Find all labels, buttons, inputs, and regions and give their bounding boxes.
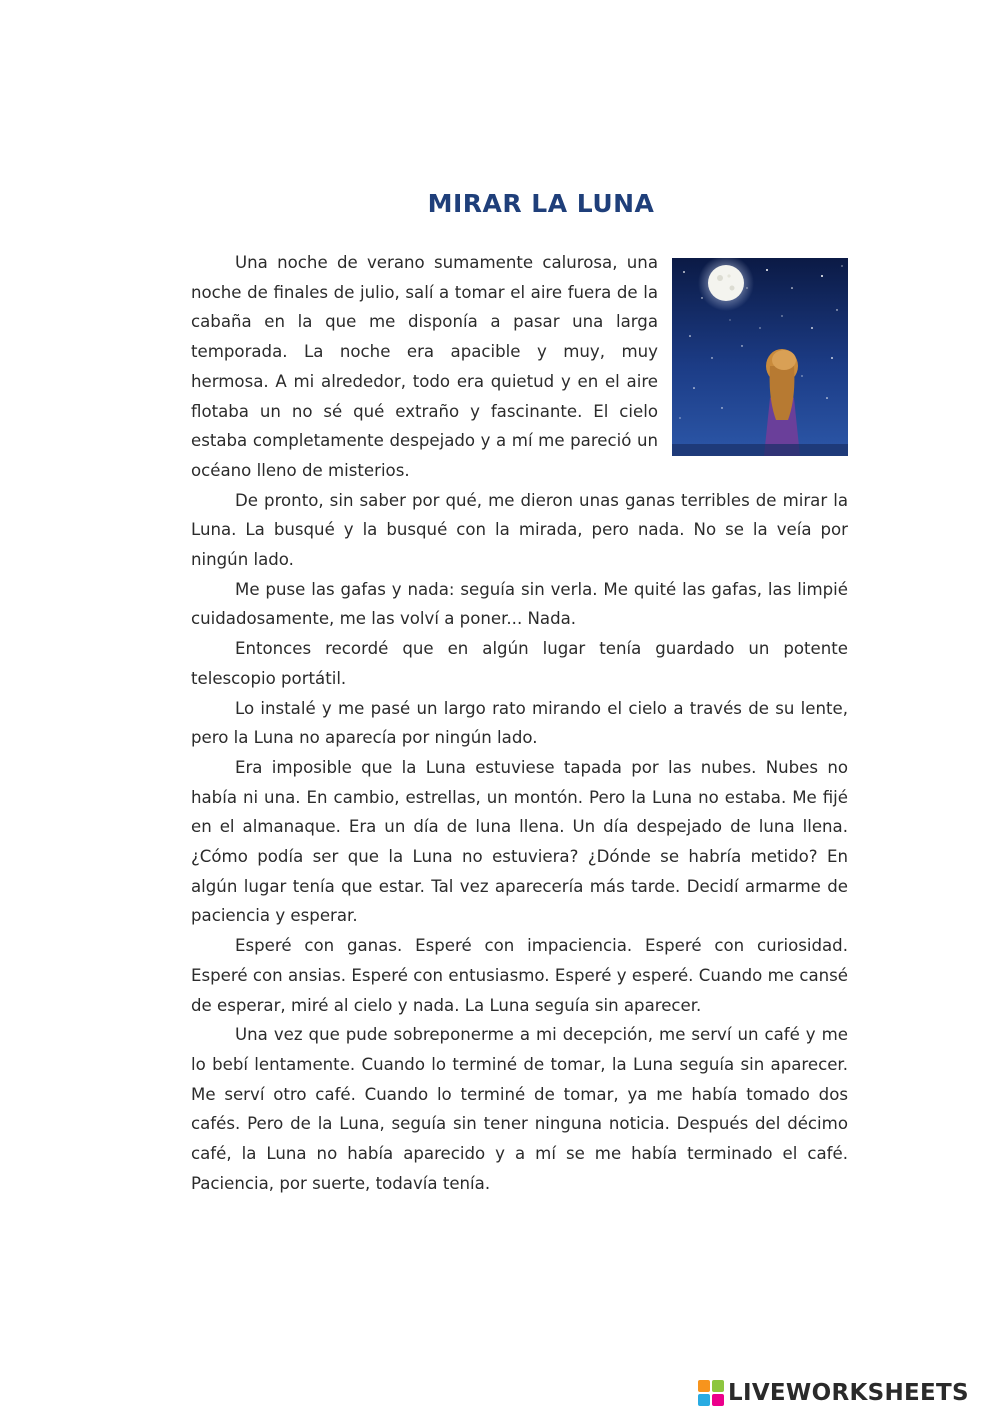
logo-text: LIVEWORKSHEETS bbox=[728, 1380, 969, 1406]
paragraph: Era imposible que la Luna estuviese tapada por las nubes. Nubes no había ni una. En cambio, estrellas, un montón. Pero la Luna no estaba. Me fijé en el almanaque. Era un día de luna llena. Un día despejado de luna llena. ¿Cómo podía ser que la Luna no estuviera? ¿Dónde se habría metido? En algún lugar tenía que estar. Tal vez aparecería más tarde. Decidí armarme de paciencia y esperar. bbox=[191, 757, 848, 926]
story-text bbox=[191, 248, 848, 1199]
paragraph: Entonces recordé que en algún lugar tenía guardado un potente telescopio portátil. bbox=[191, 639, 848, 688]
paragraph: De pronto, sin saber por qué, me dieron unas ganas terribles de mirar la Luna. La busqué y la busqué con la mirada, pero nada. No se la veía por ningún lado. bbox=[191, 490, 848, 570]
paragraph: Me puse las gafas y nada: seguía sin verla. Me quité las gafas, las limpié cuidadosamente, me las volví a poner... Nada. bbox=[191, 579, 848, 629]
paragraph: Lo instalé y me pasé un largo rato mirando el cielo a través de su lente, pero la Luna no aparecía por ningún lado. bbox=[191, 698, 848, 748]
liveworksheets-logo-icon bbox=[698, 1380, 724, 1406]
image-wrap-spacer bbox=[658, 248, 848, 470]
paragraph: Esperé con ganas. Esperé con impaciencia. Esperé con curiosidad. Esperé con ansias. Esperé con entusiasmo. Esperé y esperé. Cuando me cansé de esperar, miré al cielo y nada. La Luna seguía sin aparecer. bbox=[191, 936, 848, 1015]
paragraph: Una vez que pude sobreponerme a mi decepción, me serví un café y me lo bebí lentamente. Cuando lo terminé de tomar, la Luna seguía sin aparecer. Me serví otro café. Cuando lo terminé de tomar, ya me había tomado dos cafés. Pero de la Luna, seguía sin tener ninguna noticia. Después del décimo café, la Luna no había aparecido y a mí se me había terminado el café. Paciencia, por suerte, todavía tenía. bbox=[191, 1025, 848, 1193]
paragraph: Una noche de verano sumamente calurosa, una noche de finales de julio, salí a tomar el aire fuera de la cabaña en la que me disponía a pasar una larga temporada. La noche era apacible y muy, muy hermosa. A mi alrededor, todo era quietud y en el aire flotaba un no sé qué extraño y fascinante. El cielo estaba completamente despejado y a mí me pareció un océano lleno de misterios. bbox=[191, 253, 658, 480]
liveworksheets-logo[interactable] bbox=[698, 1378, 969, 1408]
page-title: MIRAR LA LUNA bbox=[427, 188, 655, 218]
